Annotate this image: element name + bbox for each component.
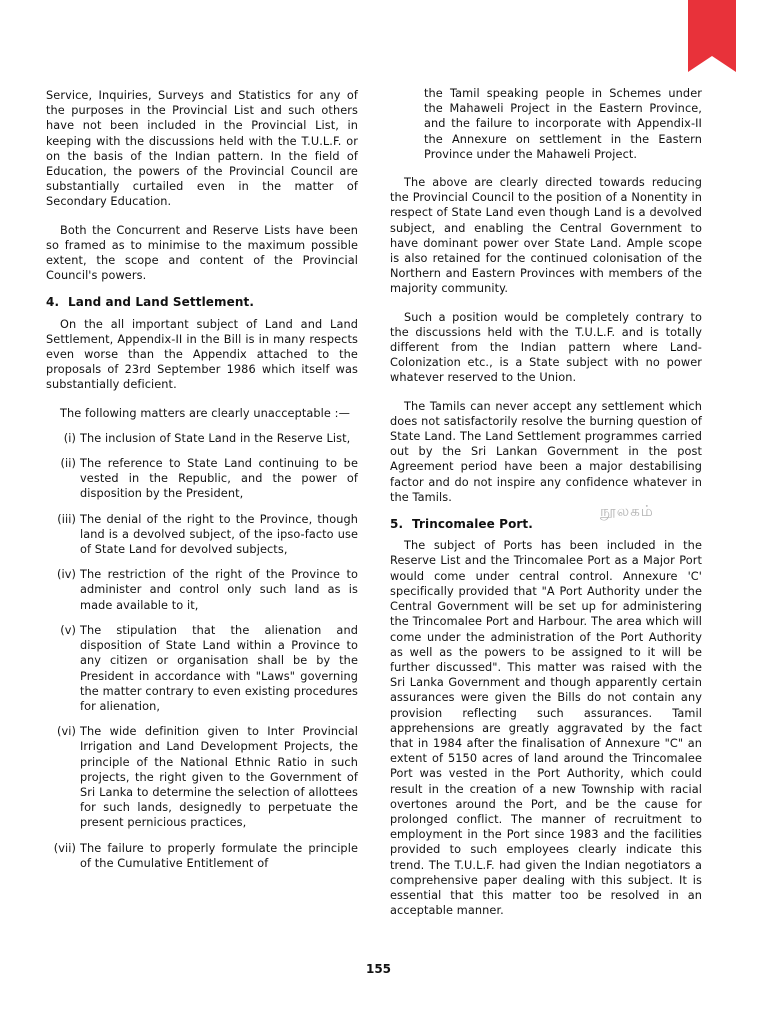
- paragraph: Service, Inquiries, Surveys and Statistics for any of the purposes in the Provincial List and such others have not been included in the Provincial List, in keeping with the discussions held with the T.U.L.F. or on the basis of the Indian pattern. In the field of Education, the powers of the Provincial Council are substantially curtailed even in the matter of Secondary Education.: [46, 89, 358, 209]
- right-column: [390, 86, 702, 918]
- paragraph: Both the Concurrent and Reserve Lists have been so framed as to minimise to the maximum possible extent, the scope and content of the Provincial Council's powers.: [46, 223, 358, 283]
- paragraph: The above are clearly directed towards reducing the Provincial Council to the position of a Nonentity in respect of State Land even though Land is a devolved subject, and enabling the Central Government to have dominant power over State Land. Ample scope is also retained for the continued colonisation of the Northern and Eastern Provinces with members of the majority community.: [390, 176, 702, 296]
- list-item: [46, 724, 358, 830]
- list-item-number: (vii): [53, 841, 76, 855]
- section-number: 5.: [390, 517, 404, 532]
- list-item-text: the Tamil speaking people in Schemes under the Mahaweli Project in the Eastern Province, and the failure to incorporate with Appendix-II the Annexure on settlement in the Eastern Province under the Mahaweli Project.: [424, 87, 702, 161]
- paragraph: On the all important subject of Land and Land Settlement, Appendix-II in the Bill is in many respects even worse than the Appendix attached to the proposals of 23rd September 1986 which itself was substantially deficient.: [46, 317, 358, 392]
- watermark: நூலகம்: [600, 502, 654, 520]
- list-item-text: The failure to properly formulate the principle of the Cumulative Entitlement of: [80, 841, 358, 870]
- paragraph: The Tamils can never accept any settlement which does not satisfactorily resolve the burning question of State Land. The Land Settlement programmes carried out by the Sri Lankan Government in the post Agreement period have been a major destabilising factor and do not inspire any confidence whatever in the Tamils.: [390, 399, 702, 504]
- list-item-text: The reference to State Land continuing to be vested in the Republic, and the power of disposition by the President,: [80, 457, 358, 501]
- list-item-number: (i): [63, 431, 76, 445]
- list-item-number: (v): [60, 623, 76, 637]
- list-item-number: (vi): [56, 725, 76, 739]
- list-item-text: The stipulation that the alienation and disposition of State Land within a Province to any citizen or organisation shall be by the President in accordance with "Laws" governing the matter contrary to even existing procedures for alienation,: [80, 623, 358, 713]
- list-item-number: (iii): [57, 512, 76, 526]
- list-item-text: The wide definition given to Inter Provincial Irrigation and Land Development Projects, the principle of the National Ethnic Ratio in such projects, the right given to the Government of Sri Lanka to determine the selection of allottees for such lands, designedly to perpetuate the present pernicious practices,: [80, 725, 358, 830]
- list-item-number: (iv): [56, 568, 76, 582]
- list-item: [46, 431, 358, 446]
- paragraph: The following matters are clearly unacceptable :—: [60, 406, 350, 420]
- bookmark-icon[interactable]: [688, 0, 736, 72]
- list-item-number: (ii): [60, 457, 76, 471]
- list-item: [46, 567, 358, 613]
- list-item: [46, 512, 358, 558]
- section-heading: [390, 517, 702, 532]
- list-item: [46, 623, 358, 714]
- left-column: [46, 88, 358, 871]
- list-item-continuation: [390, 86, 702, 162]
- section-heading: [46, 295, 358, 310]
- list-item: [46, 456, 358, 502]
- section-title: Trincomalee Port.: [412, 517, 533, 532]
- paragraph: The subject of Ports has been included in the Reserve List and the Trincomalee Port as a Major Port would come under central control. Annexure 'C' specifically provided that "A Port Authority under the Central Government will be set up for administering the Trincomalee Port and Harbour. The area which will come under the administration of the Port Authority as well as the powers to be assigned to it will be further discussed". This matter was raised with the Sri Lanka Government and though apparently certain assurances were given the Bills do not contain any provision reflecting such assurances. Tamil apprehensions are greatly aggravated by the fact that in 1984 after the finalisation of Annexure "C" an extent of 5150 acres of land around the Trincomalee Port was vested in the Port Authority, which could result in the creation of a new Township with racial overtones around the Port, and be the cause for prolonged conflict. The manner of recruitment to employment in the Port since 1983 and the facilities provided to such employees clearly indicate this trend. The T.U.L.F. had given the Indian negotiators a comprehensive paper dealing with this subject. It is essential that this matter too be resolved in an acceptable manner.: [390, 539, 702, 918]
- section-title: Land and Land Settlement.: [68, 295, 255, 310]
- section-number: 4.: [46, 295, 60, 310]
- page-number: 155: [365, 962, 392, 976]
- list-item-text: The inclusion of State Land in the Reserve List,: [80, 431, 351, 445]
- list-item: [46, 841, 358, 871]
- list-item-text: The restriction of the right of the Province to administer and control only such land as is made available to it,: [80, 568, 358, 612]
- list-item-text: The denial of the right to the Province, though land is a devolved subject, of the ipso-facto use of State Land for devolved subjects,: [80, 512, 358, 557]
- paragraph: Such a position would be completely contrary to the discussions held with the T.U.L.F. and is totally different from the Indian pattern where Land-Colonization etc., is a State subject with no power whatever reserved to the Union.: [390, 310, 702, 385]
